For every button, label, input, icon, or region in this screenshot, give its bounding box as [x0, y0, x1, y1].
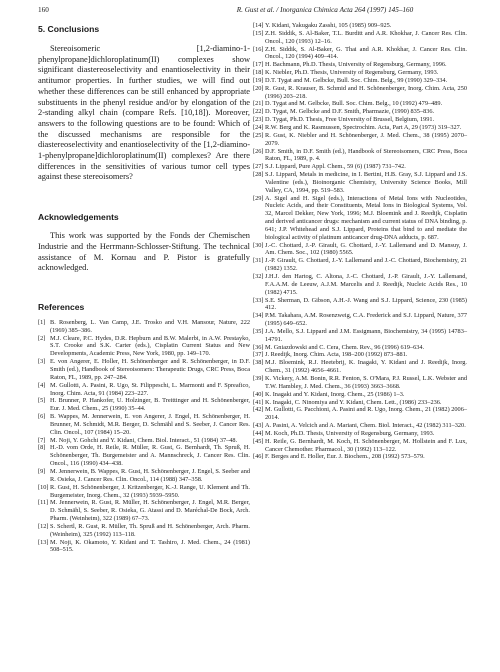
reference-text: R.W. Berg and K. Rasmussen, Spectrochim. Acta, Part A, 29 (1973) 319–327. [265, 123, 462, 131]
reference-item [38, 319, 250, 335]
reference-number: [21] [253, 100, 264, 108]
reference-item [253, 430, 467, 438]
acknowledgements-heading: Acknowledgements [38, 212, 119, 223]
reference-number: [17] [253, 61, 264, 69]
reference-item [253, 61, 467, 69]
reference-item [38, 484, 250, 500]
reference-text: M. Noji, Y. Gohchi and Y. Kidani, Chem. Biol. Interact., 51 (1984) 37–48. [50, 436, 238, 444]
reference-text: M. Gullotti, A. Pasini, R. Ugo, St. Filippeschi, L. Marmonti and F. Spreafico, Inorg. Chim. Acta, 91 (1984) 223–227. [50, 381, 250, 397]
reference-text: R. Gust, K. Niebler and H. Schönenberger, J. Med. Chem., 38 (1995) 2070–2079. [265, 131, 467, 147]
reference-text: B. Rosenberg, L. Van Camp, J.E. Trosko and V.H. Mansour, Nature, 222 (1969) 385–386. [50, 318, 250, 334]
reference-text: H. Reile, G. Bernhardt, M. Koch, H. Schönenberger, M. Hollstein and F. Lux, Cancer Chemother. Pharmacol., 30 (1992) 113–122. [265, 437, 467, 453]
reference-number: [14] [253, 22, 264, 29]
reference-number: [35] [253, 327, 264, 335]
reference-number: [26] [253, 147, 264, 155]
reference-number: [22] [253, 108, 264, 116]
reference-number: [33] [253, 296, 264, 304]
reference-number: [13] [38, 538, 49, 546]
reference-number: [40] [253, 390, 264, 398]
reference-item [38, 382, 250, 398]
reference-text: B. Wappes, M. Jennerwein, E. von Angerer, J. Engel, H. Schönenberger, H. Brunner, M. Schmidt, M.R. Berger, D. Schmähl and S. Seeber, J. Cancer Res. Clin. Oncol., 107 (1984) 15–20. [50, 413, 250, 436]
reference-item [38, 523, 250, 539]
left-column [38, 22, 250, 554]
reference-text: S.J. Lippard, Pure Appl. Chem., 59 (6) (1987) 731–742. [265, 163, 406, 171]
reference-text: A. Pasini, A. Velcich and A. Mariani, Chem. Biol. Interact., 42 (1982) 311–320. [265, 422, 466, 430]
reference-item [253, 171, 467, 195]
reference-item [253, 453, 467, 461]
reference-number: [11] [38, 499, 49, 507]
reference-item [253, 30, 467, 46]
reference-text: P.M. Takahara, A.M. Rosenzweig, C.A. Frederick and S.J. Lippard, Nature, 377 (1995) 649–652. [265, 312, 467, 328]
reference-item [38, 539, 250, 555]
reference-item [253, 22, 467, 30]
reference-number: [30] [253, 241, 264, 249]
reference-text: Y. Kidani, Yakugaku Zasshi, 105 (1985) 909–925. [265, 22, 392, 29]
references-heading: References [38, 301, 85, 312]
running-head: R. Gust et al. / Inorganica Chimica Acta 264 (1997) 145–160 [236, 6, 414, 14]
reference-text: D. Tygat, M. Gelbcke and D.F. Smith, Pharmazie, (1990) 835–836. [265, 108, 435, 116]
references-list-right [253, 22, 467, 461]
reference-text: J.H.J. den Hartog, C. Altona, J.-C. Chottard, J.-P. Girault, J.-Y. Lallemand, F.A.A.M. de Leeuw, A.J.M. Marcelis and J. Reedijk, Nucleic Acids Res., 10 (1982) 4715. [265, 273, 467, 296]
reference-text: D.T. Tygat and M. Gelbcke, Bull. Soc. Chim. Belg., 99 (1990) 329–334. [265, 76, 448, 84]
reference-number: [25] [253, 131, 264, 139]
reference-number: [28] [253, 171, 264, 179]
reference-text: M. Jennerwein, B. Wappes, R. Gust, H. Schönenberger, J. Engel, S. Seeber and R. Osieka, J. Cancer Res. Clin. Oncol., 114 (1988) 347–358. [50, 467, 250, 483]
reference-text: M. Koch, Ph.D. Thesis, University of Regensburg, Germany, 1993. [265, 429, 435, 437]
reference-item [253, 124, 467, 132]
reference-item [38, 397, 250, 413]
reference-item [38, 499, 250, 523]
reference-number: [19] [253, 76, 264, 84]
reference-number: [29] [253, 194, 264, 202]
reference-text: J. Reedijk, Inorg. Chim. Acta, 198–200 (1992) 873–881. [265, 351, 408, 359]
reference-number: [45] [253, 437, 264, 445]
conclusions-heading: 5. Conclusions [38, 24, 100, 34]
references-list-left [38, 319, 250, 554]
reference-text: M. Gullotti, G. Pacchioni, A. Pasini and R. Ugo, Inorg. Chem., 21 (1982) 2006–2014. [265, 406, 467, 422]
reference-number: [42] [253, 406, 264, 414]
reference-number: [46] [253, 453, 264, 461]
reference-number: [16] [253, 45, 264, 53]
reference-text: K. Niebler, Ph.D. Thesis, University of Regensburg, Germany, 1993. [265, 69, 439, 77]
acknowledgements-paragraph: This work was supported by the Fonds der Chemischen Industrie and the Herrmann-Schlosser-Stiftung. The technical assistance of M. Kornau and P. Pistor is gratefully acknowledged. [38, 231, 250, 273]
reference-text: E. von Angerer, E. Holler, H. Schönenberger and R. Schönenberger, in D.F. Smith (ed.), Handbook of Stereoisomers: Therapeutic Drugs, CRC Press, Boca Raton, FL, 1989, pp. 247–284. [50, 358, 250, 381]
reference-text: K. Vickery, A.M. Bonin, R.R. Fenton, S. O'Mara, P.J. Russel, L.K. Webster and T.W. Hambley, J. Med. Chem., 36 (1993) 3663–3668. [265, 374, 467, 390]
reference-number: [38] [253, 359, 264, 367]
reference-number: [37] [253, 351, 264, 359]
reference-text: H.-D. vom Orde, H. Reile, R. Müller, R. Gust, G. Bernhardt, Th. Spruß, H. Schönenberger, Th. Burgemeister and A. Mannschreck, J. Cancer Res. Clin. Oncol., 116 (1990) 434–438. [50, 444, 250, 468]
reference-item [253, 46, 467, 62]
reference-text: J.-C. Chottard, J.-P. Girault, G. Chottard, J.-Y. Lallemand and D. Mansuy, J. Am. Chem. Soc., 102 (1980) 5565. [265, 241, 467, 257]
reference-item [253, 328, 467, 344]
reference-number: [43] [253, 422, 264, 430]
reference-item [253, 116, 467, 124]
reference-number: [31] [253, 257, 264, 265]
reference-item [253, 344, 467, 352]
reference-item [253, 273, 467, 297]
reference-number: [2] [38, 334, 46, 342]
reference-item [38, 358, 250, 382]
reference-item [253, 406, 467, 422]
reference-item [253, 422, 467, 430]
reference-item [253, 163, 467, 171]
reference-text: F. Berges and E. Holler, Eur. J. Biochem., 208 (1992) 573–579. [265, 453, 425, 461]
reference-number: [18] [253, 69, 264, 77]
reference-text: A. Sigel and H. Sigel (eds.), Interactions of Metal Ions with Nucleotides, Nucleic Acids, and their Constituents, Metal Ions in Biological Systems, Vol. 32, Marcel Dekker, New York, 1996; M.J. Bloemink and J. Reedijk, Cisplatin and derived anticancer drugs: mechanism and current status of DNA binding, p. 641; J.P. Whitehead and S.J. Lippard, Proteins that bind to and mediate the biological activity of platinum anticancer drug-DNA adducts, p. 687. [265, 194, 467, 241]
page-number: 160 [38, 6, 49, 14]
reference-item [253, 359, 467, 375]
reference-text: J.-P. Girault, G. Chottard, J.-Y. Lallemand and J.-C. Chottard, Biochemistry, 21 (1982) 1352. [265, 257, 467, 273]
reference-number: [27] [253, 163, 264, 171]
reference-number: [12] [38, 522, 49, 530]
reference-text: S.J. Lippard, Metals in medicine, in I. Bertini, H.B. Gray, S.J. Lippard and J.S. Valentine (eds.), Bioinorganic Chemistry, University Science Books, Mill Valley, CA, 1994, pp. 519–583. [265, 171, 467, 194]
reference-item [253, 375, 467, 391]
reference-number: [5] [38, 397, 46, 405]
reference-item [253, 257, 467, 273]
reference-text: D.F. Smith, in D.F. Smith (ed.), Handbook of Stereoisomers, CRC Press, Boca Raton, FL, 1989, p. 4. [265, 147, 467, 163]
reference-number: [9] [38, 467, 46, 475]
reference-item [253, 399, 467, 407]
reference-number: [24] [253, 123, 264, 131]
reference-item [38, 335, 250, 359]
reference-number: [1] [38, 318, 46, 326]
reference-item [253, 69, 467, 77]
reference-number: [8] [38, 444, 46, 452]
reference-number: [32] [253, 273, 264, 280]
reference-item [253, 438, 467, 454]
reference-number: [4] [38, 381, 46, 389]
reference-text: Z.H. Siddik, S. Al-Baker, G. Thai and A.R. Khokhar, J. Cancer Res. Clin. Oncol., 120 (1994) 409–414. [265, 45, 467, 61]
reference-number: [3] [38, 358, 46, 366]
reference-text: H. Bachmann, Ph.D. Thesis, University of Regensburg, Germany, 1996. [265, 61, 447, 69]
reference-number: [6] [38, 413, 46, 421]
reference-text: M.J. Cleare, P.C. Hydes, D.R. Hepburn and B.W. Malerbi, in A.W. Prestayko, S.T. Crooke and S.K. Carter (eds.), Cisplatin Current Status and New Developments, Academic Press, New York, 1980, pp. 149–170. [50, 334, 250, 358]
reference-text: Z.H. Siddik, S. Al-Baker, T.L. Burditt and A.R. Khokhar, J. Cancer Res. Clin. Oncol., 120 (1993) 12–16. [265, 29, 467, 45]
reference-text: M. Gniazdowski and C. Cera, Chem. Rev., 96 (1996) 619–634. [265, 343, 425, 351]
reference-number: [7] [38, 436, 46, 444]
reference-item [253, 297, 467, 313]
reference-item [253, 108, 467, 116]
reference-text: R. Gust, R. Krauser, B. Schmid and H. Schönenberger, Inorg. Chim. Acta, 250 (1996) 203–218. [265, 84, 467, 100]
reference-item [38, 468, 250, 484]
reference-text: D. Tygat and M. Gelbcke, Bull. Soc. Chim. Belg., 10 (1992) 479–489. [265, 100, 443, 108]
reference-item [253, 132, 467, 148]
reference-item [253, 148, 467, 164]
reference-text: D. Tygat, Ph.D. Thesis, Free University of Brussel, Belgium, 1991. [265, 116, 435, 124]
reference-item [38, 437, 250, 445]
reference-number: [15] [253, 29, 264, 37]
conclusions-paragraph: Stereoisomeric [1,2-diamino-1-phenylpropane]dichloroplatinum(II) complexes show significant diastereoselectivity and enantioselectivity in their antitumor properties. In further studies, we will find out whether these differences can be still enhanced by appropriate substituents in the phenyl residue and/or by elongation of the 2-standing alkyl chain (compare Refs. [10,18]). Moreover, answers to the following questions are to be found: Which of the discussed mechanisms are responsible for the diastereoselectivity and enantioselectivity of the [1,2-diamino-1-phenylpropane]dichloroplatinum(II) complexes? Are there differences in the sensitivities of various tumor cell types against these stereoisomers? [38, 44, 250, 182]
reference-item [38, 413, 250, 437]
reference-text: K. Inagaki and Y. Kidani, Inorg. Chem., 25 (1986) 1–3. [265, 390, 405, 398]
reference-text: S. Schertl, R. Gust, R. Müller, Th. Spruß and H. Schönenberger, Arch. Pharm. (Weinheim), 325 (1992) 113–118. [50, 522, 250, 538]
reference-item [253, 242, 467, 258]
reference-text: M.J. Bloemink, R.J. Heetebrij, K. Inagaki, Y. Kidani and J. Reedijk, Inorg. Chem., 31 (1992) 4656–4661. [265, 359, 467, 375]
right-column [253, 22, 467, 461]
reference-text: J.A. Mello, S.J. Lippard and J.M. Essigmann, Biochemistry, 34 (1995) 14783–14791. [265, 327, 467, 343]
reference-number: [20] [253, 84, 264, 92]
reference-number: [39] [253, 374, 264, 382]
running-header [38, 6, 462, 18]
reference-number: [10] [38, 483, 49, 491]
reference-item [253, 391, 467, 399]
reference-text: M. Jennerwein, R. Gust, R. Müller, H. Schönenberger, J. Engel, M.R. Berger, D. Schmähl, S. Seeber, R. Osieka, G. Atassi and D. Maréchal-De Bock, Arch. Pharm. (Weinheim), 322 (1989) 67–73. [50, 499, 250, 523]
reference-text: M. Noji, K. Okamoto, Y. Kidani and T. Tashiro, J. Med. Chem., 24 (1981) 508–515. [50, 538, 250, 554]
reference-number: [34] [253, 312, 264, 320]
reference-item [253, 77, 467, 85]
reference-number: [41] [253, 398, 264, 406]
reference-item [253, 195, 467, 242]
reference-text: R. Gust, H. Schönenberger, J. Kritzenberger, K.-J. Range, U. Klement and Th. Burgemeister, Inorg. Chem., 32 (1993) 5939–5950. [50, 483, 250, 499]
reference-number: [23] [253, 116, 264, 124]
reference-item [38, 444, 250, 468]
reference-item [253, 85, 467, 101]
reference-item [253, 312, 467, 328]
reference-item [253, 351, 467, 359]
reference-number: [36] [253, 343, 264, 351]
reference-text: K. Inagaki, C. Ninomiya and Y. Kidani, Chem. Lett., (1986) 233–236. [265, 398, 442, 406]
reference-text: H. Brunner, P. Hankofer, U. Holzinger, B. Treittinger and H. Schönenberger, Eur. J. Med. Chem., 25 (1990) 35–44. [50, 397, 250, 413]
reference-item [253, 100, 467, 108]
reference-number: [44] [253, 429, 264, 437]
reference-text: S.E. Sherman, D. Gibson, A.H.-J. Wang and S.J. Lippard, Science, 230 (1985) 412. [265, 296, 467, 312]
